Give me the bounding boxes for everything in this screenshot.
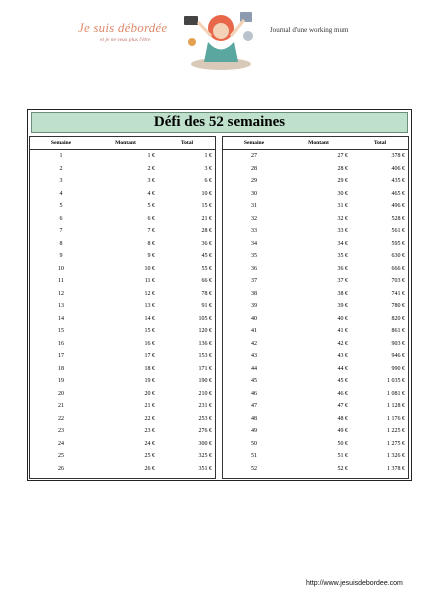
table-row [30,363,215,376]
table-row [223,463,408,476]
table-row [30,463,215,476]
header-amount: Montant [115,140,136,146]
week-cell: 37 [251,278,257,285]
week-cell: 39 [251,303,257,310]
total-cell: 276 € [198,428,212,435]
table-row [30,388,215,401]
total-cell: 21 € [201,215,212,222]
total-cell: 253 € [198,415,212,422]
amount-cell: 10 € [144,265,155,272]
table-row [30,150,215,163]
journal-tagline: Journal d'une working mum [270,26,349,34]
amount-cell: 12 € [144,290,155,297]
total-cell: 1 275 € [387,440,405,447]
table-row [30,263,215,276]
week-cell: 22 [58,415,64,422]
total-cell: 136 € [198,340,212,347]
week-cell: 21 [58,403,64,410]
total-cell: 300 € [198,440,212,447]
week-cell: 27 [251,153,257,160]
week-cell: 2 [59,165,63,172]
week-cell: 36 [251,265,257,272]
table-row [223,225,408,238]
amount-cell: 15 € [144,328,155,335]
total-cell: 465 € [391,190,405,197]
amount-cell: 7 € [147,228,155,235]
table-row [223,338,408,351]
amount-cell: 51 € [337,453,348,460]
week-cell: 32 [251,215,257,222]
amount-cell: 48 € [337,415,348,422]
total-cell: 990 € [391,365,405,372]
week-cell: 9 [59,253,63,260]
total-cell: 1 176 € [387,415,405,422]
amount-cell: 21 € [144,403,155,410]
page-title: Défi des 52 semaines [153,114,286,130]
total-cell: 171 € [198,365,212,372]
week-cell: 18 [58,365,64,372]
week-cell: 29 [251,178,257,185]
amount-cell: 23 € [144,428,155,435]
amount-cell: 31 € [337,203,348,210]
table-row [223,175,408,188]
table-body-left [30,150,215,475]
week-cell: 1 [59,153,63,160]
total-cell: 1 035 € [387,378,405,385]
table-row [223,250,408,263]
amount-cell: 22 € [144,415,155,422]
total-cell: 190 € [198,378,212,385]
amount-cell: 19 € [144,378,155,385]
total-cell: 703 € [391,278,405,285]
total-cell: 406 € [391,165,405,172]
total-cell: 210 € [198,390,212,397]
week-cell: 23 [58,428,64,435]
table-row [223,300,408,313]
table-row [223,388,408,401]
total-cell: 630 € [391,253,405,260]
total-cell: 780 € [391,303,405,310]
total-cell: 666 € [391,265,405,272]
table-body-right [223,150,408,475]
total-cell: 1 128 € [387,403,405,410]
weeks-table-right [222,136,409,479]
week-cell: 47 [251,403,257,410]
week-cell: 20 [58,390,64,397]
amount-cell: 50 € [337,440,348,447]
table-row [30,413,215,426]
week-cell: 12 [58,290,64,297]
table-row [223,375,408,388]
header-total: Total [373,140,387,146]
week-cell: 30 [251,190,257,197]
footer-url[interactable]: http://www.jesuisdebordee.com [306,580,403,587]
total-cell: 496 € [391,203,405,210]
week-cell: 8 [59,240,63,247]
table-row [30,400,215,413]
total-cell: 561 € [391,228,405,235]
amount-cell: 18 € [144,365,155,372]
amount-cell: 33 € [337,228,348,235]
table-row [30,350,215,363]
amount-cell: 14 € [144,315,155,322]
week-cell: 14 [58,315,64,322]
week-cell: 43 [251,353,257,360]
total-cell: 66 € [201,278,212,285]
amount-cell: 1 € [147,153,155,160]
week-cell: 38 [251,290,257,297]
total-cell: 903 € [391,340,405,347]
amount-cell: 2 € [147,165,155,172]
total-cell: 528 € [391,215,405,222]
week-cell: 25 [58,453,64,460]
week-cell: 6 [59,215,63,222]
table-row [30,300,215,313]
week-cell: 5 [59,203,63,210]
table-row [30,250,215,263]
header-amount: Montant [308,140,329,146]
amount-cell: 42 € [337,340,348,347]
total-cell: 1 378 € [387,465,405,472]
table-row [223,263,408,276]
total-cell: 3 € [204,165,212,172]
week-cell: 28 [251,165,257,172]
amount-cell: 40 € [337,315,348,322]
week-cell: 24 [58,440,64,447]
amount-cell: 41 € [337,328,348,335]
total-cell: 435 € [391,178,405,185]
table-row [30,375,215,388]
week-cell: 31 [251,203,257,210]
blog-logo-subtitle: et je ne veux plus l'être [100,37,151,43]
amount-cell: 45 € [337,378,348,385]
table-row [223,200,408,213]
amount-cell: 32 € [337,215,348,222]
total-cell: 231 € [198,403,212,410]
table-row [30,175,215,188]
amount-cell: 6 € [147,215,155,222]
amount-cell: 17 € [144,353,155,360]
total-cell: 378 € [391,153,405,160]
week-cell: 35 [251,253,257,260]
table-row [223,363,408,376]
week-cell: 49 [251,428,257,435]
total-cell: 105 € [198,315,212,322]
amount-cell: 13 € [144,303,155,310]
week-cell: 44 [251,365,257,372]
week-cell: 51 [251,453,257,460]
table-header-row [30,137,215,150]
blog-header [0,0,438,80]
table-row [223,288,408,301]
amount-cell: 24 € [144,440,155,447]
week-cell: 13 [58,303,64,310]
week-cell: 17 [58,353,64,360]
week-cell: 3 [59,178,63,185]
amount-cell: 29 € [337,178,348,185]
amount-cell: 47 € [337,403,348,410]
table-row [30,163,215,176]
amount-cell: 34 € [337,240,348,247]
amount-cell: 37 € [337,278,348,285]
amount-cell: 3 € [147,178,155,185]
week-cell: 42 [251,340,257,347]
table-row [30,338,215,351]
week-cell: 7 [59,228,63,235]
amount-cell: 38 € [337,290,348,297]
table-row [223,163,408,176]
total-cell: 820 € [391,315,405,322]
week-cell: 16 [58,340,64,347]
week-cell: 11 [58,278,64,285]
total-cell: 861 € [391,328,405,335]
table-header-row [223,137,408,150]
table-row [30,325,215,338]
total-cell: 1 326 € [387,453,405,460]
week-cell: 40 [251,315,257,322]
header-total: Total [180,140,194,146]
amount-cell: 44 € [337,365,348,372]
week-cell: 46 [251,390,257,397]
table-row [30,275,215,288]
table-row [223,438,408,451]
total-cell: 1 081 € [387,390,405,397]
week-cell: 15 [58,328,64,335]
total-cell: 120 € [198,328,212,335]
table-row [30,213,215,226]
table-row [30,225,215,238]
table-row [30,450,215,463]
table-row [30,438,215,451]
table-row [223,450,408,463]
week-cell: 41 [251,328,257,335]
table-row [223,188,408,201]
table-row [30,238,215,251]
blog-logo-title: Je suis débordée [78,20,168,35]
table-row [30,313,215,326]
week-cell: 26 [58,465,64,472]
total-cell: 946 € [391,353,405,360]
week-cell: 45 [251,378,257,385]
total-cell: 6 € [204,178,212,185]
total-cell: 325 € [198,453,212,460]
total-cell: 15 € [201,203,212,210]
table-row [223,325,408,338]
table-row [223,413,408,426]
total-cell: 595 € [391,240,405,247]
amount-cell: 46 € [337,390,348,397]
weeks-table-left [29,136,216,479]
week-cell: 19 [58,378,64,385]
header-week: Semaine [50,140,72,146]
week-cell: 10 [58,265,64,272]
table-row [223,275,408,288]
table-row [30,425,215,438]
week-cell: 34 [251,240,257,247]
week-cell: 50 [251,440,257,447]
table-row [223,425,408,438]
amount-cell: 25 € [144,453,155,460]
week-cell: 48 [251,415,257,422]
amount-cell: 5 € [147,203,155,210]
working-mum-illustration [178,2,264,72]
total-cell: 28 € [201,228,212,235]
amount-cell: 20 € [144,390,155,397]
amount-cell: 30 € [337,190,348,197]
amount-cell: 49 € [337,428,348,435]
total-cell: 91 € [201,303,212,310]
table-row [223,400,408,413]
total-cell: 153 € [198,353,212,360]
amount-cell: 36 € [337,265,348,272]
amount-cell: 16 € [144,340,155,347]
amount-cell: 11 € [144,278,155,285]
amount-cell: 39 € [337,303,348,310]
amount-cell: 4 € [147,190,155,197]
table-row [30,188,215,201]
total-cell: 55 € [201,265,212,272]
total-cell: 36 € [201,240,212,247]
total-cell: 10 € [201,190,212,197]
table-row [223,213,408,226]
total-cell: 351 € [198,465,212,472]
table-row [223,150,408,163]
week-cell: 33 [251,228,257,235]
amount-cell: 9 € [147,253,155,260]
header-week: Semaine [243,140,265,146]
week-cell: 4 [59,190,63,197]
table-title-bar [31,112,408,133]
amount-cell: 26 € [144,465,155,472]
table-row [223,350,408,363]
total-cell: 45 € [201,253,212,260]
amount-cell: 35 € [337,253,348,260]
amount-cell: 27 € [337,153,348,160]
total-cell: 78 € [201,290,212,297]
week-cell: 52 [251,465,257,472]
table-row [223,238,408,251]
amount-cell: 52 € [337,465,348,472]
amount-cell: 43 € [337,353,348,360]
table-row [30,288,215,301]
total-cell: 741 € [391,290,405,297]
table-row [30,200,215,213]
amount-cell: 28 € [337,165,348,172]
total-cell: 1 225 € [387,428,405,435]
amount-cell: 8 € [147,240,155,247]
table-row [223,313,408,326]
total-cell: 1 € [204,153,212,160]
